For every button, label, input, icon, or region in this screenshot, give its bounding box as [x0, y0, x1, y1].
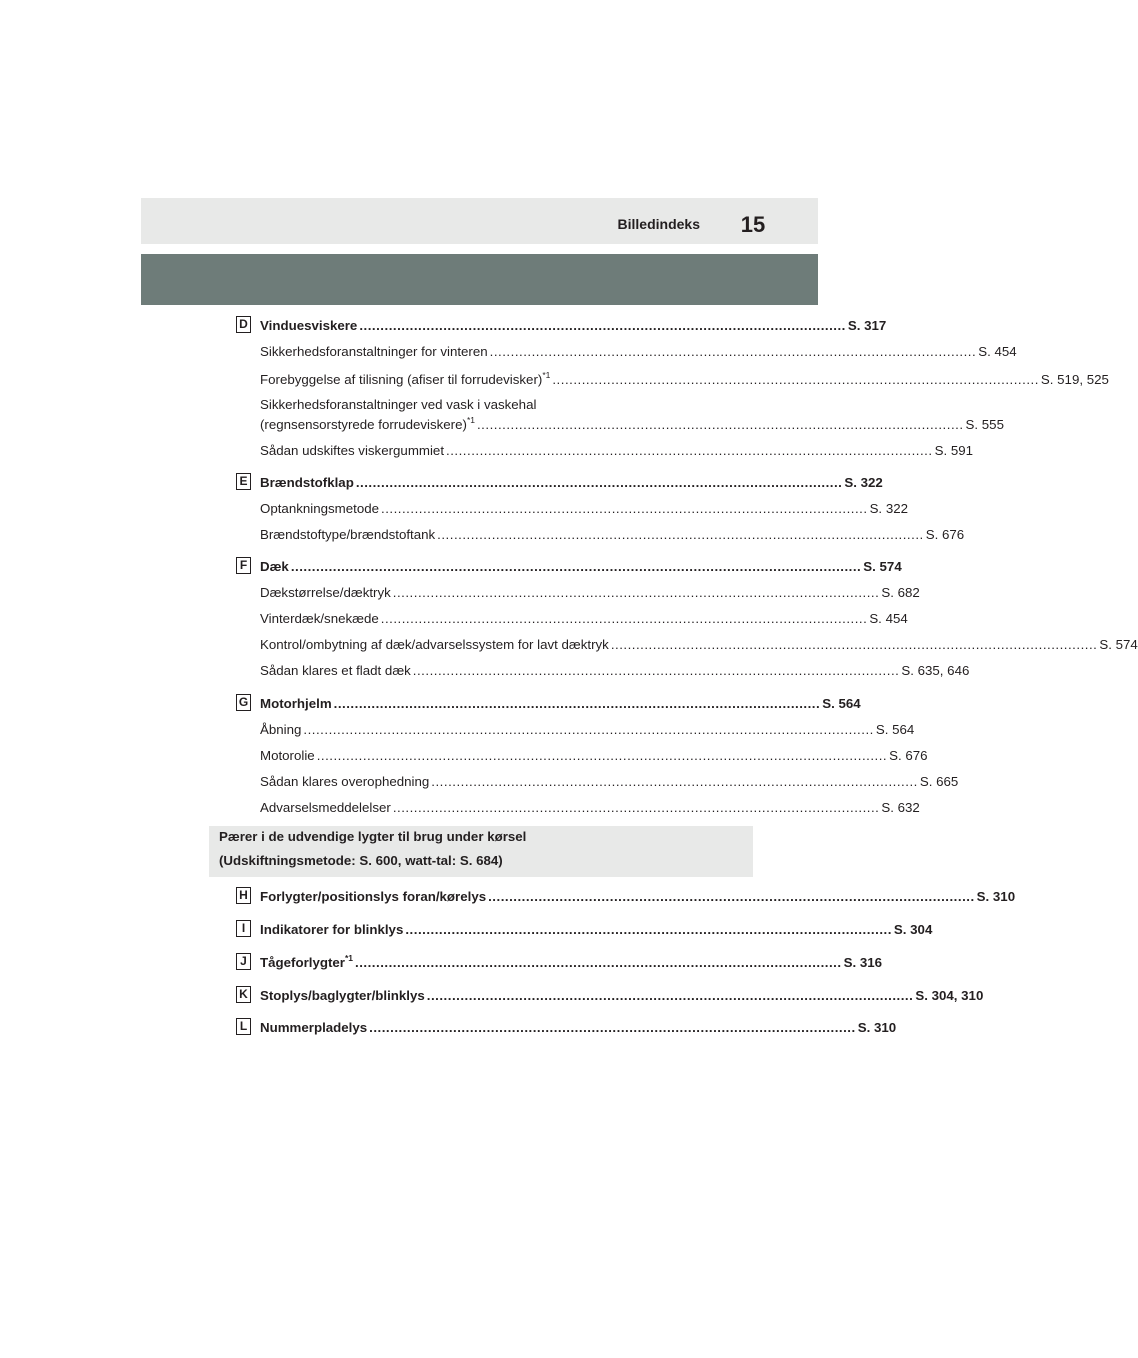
footnote-ref: *1	[344, 952, 354, 963]
index-entry-motorhjelm[interactable]: Motorhjelm .................................................................................................................... S. 564	[260, 696, 861, 711]
bulb-info-subtitle: (Udskiftningsmetode: S. 600, watt-tal: S. 684)	[219, 853, 503, 868]
footnote-ref: *1	[542, 369, 551, 380]
index-entry-daek[interactable]: Dæk ........................................................................................................................................ S. 574	[260, 559, 902, 574]
header-band	[141, 254, 818, 305]
letter-marker-i: I	[236, 920, 251, 937]
index-subentry[interactable]: Åbning ........................................................................................................................................ S. 564	[260, 722, 915, 737]
entry-label: (regnsensorstyrede forrudeviskere)	[260, 417, 467, 432]
entry-label: Nummerpladelys	[260, 1020, 368, 1035]
index-subentry[interactable]: Sådan udskiftes viskergummiet .................................................................................................................... S. 591	[260, 443, 974, 458]
entry-page: S. 310	[976, 889, 1016, 904]
entry-label: Stoplys/baglygter/blinklys	[260, 988, 425, 1003]
footnote-ref: *1	[466, 414, 475, 425]
entry-label: Advarselsmeddelelser	[260, 800, 391, 815]
index-entry-nummerpladelys[interactable]: Nummerpladelys .................................................................................................................... S. 310	[260, 1020, 897, 1035]
entry-page: S. 574	[863, 559, 902, 574]
entry-page: S. 555	[965, 417, 1004, 432]
letter-marker-g: G	[236, 694, 251, 711]
entry-label: Dæk	[260, 559, 289, 574]
section-title: Billedindeks	[617, 216, 700, 232]
index-entry-stoplys[interactable]: Stoplys/baglygter/blinklys .................................................................................................................... S. 304, 310	[260, 988, 984, 1003]
entry-page: S. 635, 646	[901, 663, 970, 678]
entry-page: S. 632	[881, 800, 920, 815]
entry-label: Forebyggelse af tilisning (afiser til forrudevisker)	[260, 372, 543, 387]
entry-label: Dækstørrelse/dæktryk	[260, 585, 391, 600]
index-subentry[interactable]: Sikkerhedsforanstaltninger for vinteren .................................................................................................................... S. 454	[260, 344, 1017, 359]
entry-page: S. 317	[847, 318, 887, 333]
index-subentry[interactable]: Optankningsmetode .................................................................................................................... S. 322	[260, 501, 909, 516]
letter-marker-l: L	[236, 1018, 251, 1035]
entry-label: Brændstofklap	[260, 475, 354, 490]
index-entry-blinklys[interactable]: Indikatorer for blinklys .................................................................................................................... S. 304	[260, 922, 933, 937]
letter-marker-h: H	[236, 887, 251, 904]
letter-marker-e: E	[236, 473, 251, 490]
index-entry-taageforlygter[interactable]: Tågeforlygter$^{*1}$ .................................................................................................................... S. 316	[260, 952, 883, 970]
entry-page: S. 322	[869, 501, 909, 516]
entry-label: Vinduesviskere	[260, 318, 358, 333]
entry-page: S. 304	[893, 922, 933, 937]
entry-page: S. 454	[978, 344, 1017, 359]
entry-page: S. 310	[857, 1020, 897, 1035]
index-entry-vinduesviskere[interactable]: Vinduesviskere .................................................................................................................... S. 317	[260, 318, 887, 333]
entry-label: Optankningsmetode	[260, 501, 380, 516]
index-subentry[interactable]: Sådan klares overophedning .................................................................................................................... S. 665	[260, 774, 959, 789]
index-subentry[interactable]: Advarselsmeddelelser .................................................................................................................... S. 632	[260, 800, 920, 815]
letter-marker-j: J	[236, 953, 251, 970]
index-subentry[interactable]: Sådan klares et fladt dæk .................................................................................................................... S. 635, 646	[260, 663, 970, 678]
entry-page: S. 454	[869, 611, 908, 626]
letter-marker-f: F	[236, 557, 251, 574]
entry-page: S. 304, 310	[915, 988, 984, 1003]
entry-page: S. 564	[875, 722, 915, 737]
letter-marker-k: K	[236, 986, 251, 1003]
page-number: 15	[740, 212, 766, 237]
entry-label: Vinterdæk/snekæde	[260, 611, 379, 626]
entry-page: S. 676	[889, 748, 928, 763]
entry-page: S. 682	[881, 585, 920, 600]
entry-page: S. 574	[1099, 637, 1138, 652]
bulb-info-title: Pærer i de udvendige lygter til brug under kørsel	[219, 829, 527, 844]
entry-page: S. 316	[843, 955, 883, 970]
index-subentry[interactable]: (regnsensorstyrede forrudeviskere)$^{*1}$ .................................................................................................................... S. 555	[260, 414, 1004, 432]
entry-label: Sådan klares overophedning	[260, 774, 430, 789]
entry-page: S. 564	[822, 696, 861, 711]
entry-label: Motorhjelm	[260, 696, 332, 711]
page-header	[141, 198, 818, 244]
index-subentry[interactable]: Dækstørrelse/dæktryk .................................................................................................................... S. 682	[260, 585, 920, 600]
entry-page: S. 676	[925, 527, 965, 542]
entry-label: Brændstoftype/brændstoftank	[260, 527, 436, 542]
entry-label: Sådan udskiftes viskergummiet	[260, 443, 445, 458]
index-entry-braendstofklap[interactable]: Brændstofklap .................................................................................................................... S. 322	[260, 475, 883, 490]
entry-label: Åbning	[260, 722, 302, 737]
letter-marker-d: D	[236, 316, 251, 333]
index-subentry[interactable]: Vinterdæk/snekæde .................................................................................................................... S. 454	[260, 611, 908, 626]
entry-label: Tågeforlygter	[260, 955, 345, 970]
entry-label: Sådan klares et fladt dæk	[260, 663, 411, 678]
index-subentry[interactable]: Kontrol/ombytning af dæk/advarselssystem for lavt dæktryk .................................................................................................................... S. 574	[260, 637, 1138, 652]
index-subentry[interactable]: Motorolie ........................................................................................................................................ S. 676	[260, 748, 928, 763]
entry-label: Motorolie	[260, 748, 315, 763]
entry-page: S. 519, 525	[1040, 372, 1109, 387]
entry-page: S. 591	[934, 443, 974, 458]
index-subentry[interactable]: Brændstoftype/brændstoftank .................................................................................................................... S. 676	[260, 527, 965, 542]
entry-label: Kontrol/ombytning af dæk/advarselssystem for lavt dæktryk	[260, 637, 609, 652]
index-entry-forlygter[interactable]: Forlygter/positionslys foran/kørelys .................................................................................................................... S. 310	[260, 889, 1016, 904]
entry-label: Forlygter/positionslys foran/kørelys	[260, 889, 487, 904]
bulb-info-box	[209, 826, 753, 877]
entry-label: Indikatorer for blinklys	[260, 922, 404, 937]
entry-page: S. 665	[919, 774, 959, 789]
entry-label: Sikkerhedsforanstaltninger for vinteren	[260, 344, 488, 359]
entry-label-line1: Sikkerhedsforanstaltninger ved vask i vaskehal	[260, 397, 537, 412]
index-subentry[interactable]: Forebyggelse af tilisning (afiser til forrudevisker)$^{*1}$ .................................................................................................................... S. 519, 525	[260, 369, 1109, 387]
entry-page: S. 322	[844, 475, 883, 490]
